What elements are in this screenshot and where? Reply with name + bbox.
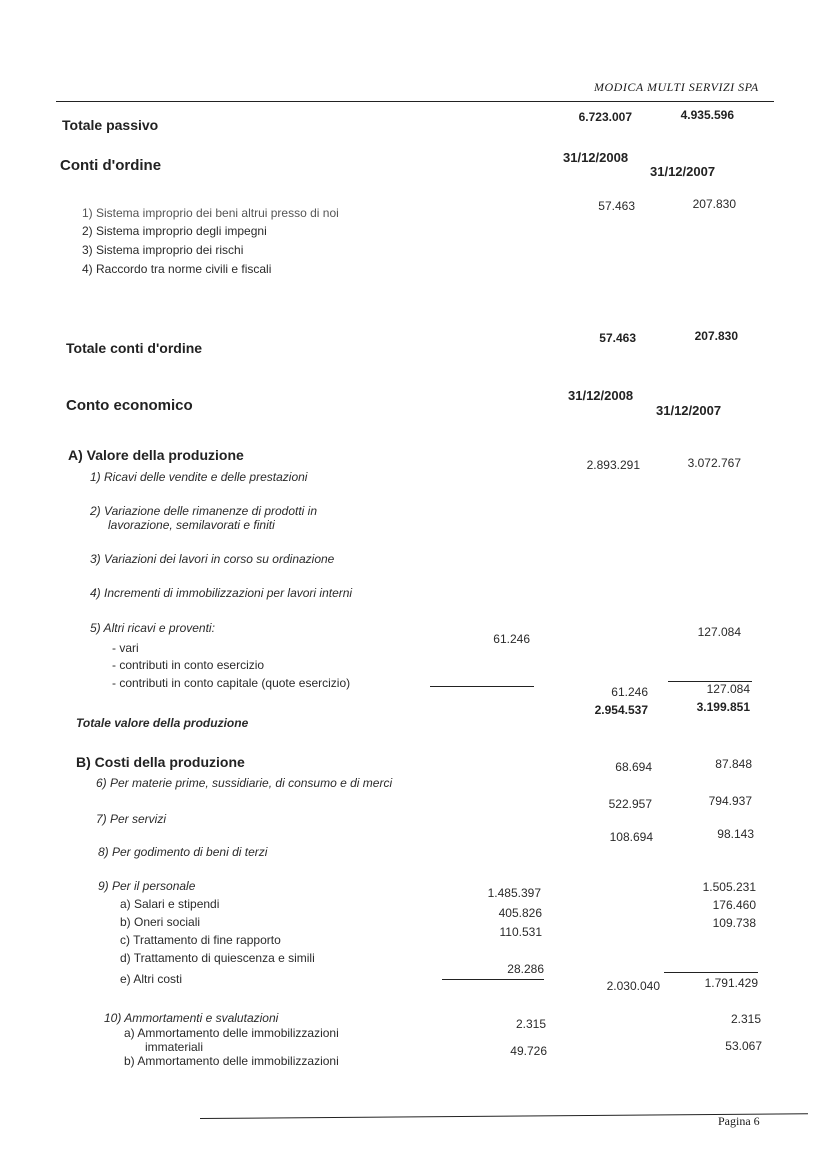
conti-ordine-item-4: 4) Raccordo tra norme civili e fiscali: [82, 262, 272, 276]
totale-passivo-label: Totale passivo: [62, 117, 159, 133]
conti-ordine-item-3: 3) Sistema improprio dei rischi: [82, 243, 244, 257]
conti-ordine-item-1-2008: 57.463: [598, 199, 635, 213]
conti-ordine-item-1: 1) Sistema improprio dei beni altrui presso di noi: [82, 206, 339, 220]
a-item-3: 3) Variazioni dei lavori in corso su ordinazione: [90, 552, 335, 566]
b-item-9-2007-rule: [664, 972, 758, 973]
conti-ordine-item-2: 2) Sistema improprio degli impegni: [82, 224, 267, 238]
a-item-5-2007-top: 127.084: [697, 625, 741, 639]
b-item-10a-line2: immateriali: [145, 1040, 204, 1054]
b-item-9-tot-2008: 2.030.040: [606, 979, 660, 993]
b-item-8-2008: 108.694: [609, 830, 653, 844]
b-item-6-2008: 68.694: [615, 760, 652, 774]
conto-economico-title: Conto economico: [66, 397, 193, 414]
section-b-title: B) Costi della produzione: [76, 754, 245, 770]
a-item-1-2008: 2.893.291: [586, 458, 640, 472]
b-item-9e-sub: 28.286: [507, 962, 544, 976]
b-item-9e: e) Altri costi: [120, 972, 183, 986]
a-item-5-vari-value: 61.246: [493, 632, 530, 646]
b-item-9a-2007: 1.505.231: [702, 880, 756, 894]
b-item-9-tot-2007: 1.791.429: [704, 976, 758, 990]
b-item-9c-sub: 110.531: [499, 925, 542, 939]
b-item-9d: d) Trattamento di quiescenza e simili: [120, 951, 315, 965]
conti-ordine-item-1-2007: 207.830: [692, 197, 736, 211]
b-item-10b-sub: 49.726: [510, 1044, 547, 1058]
totale-passivo-2007: 4.935.596: [680, 108, 734, 122]
b-item-10b-2007: 53.067: [725, 1039, 762, 1053]
a-item-5: 5) Altri ricavi e proventi:: [90, 621, 215, 635]
b-item-10: 10) Ammortamenti e svalutazioni: [104, 1011, 279, 1025]
b-item-6: 6) Per materie prime, sussidiarie, di consumo e di merci: [96, 776, 393, 790]
conto-economico-date-2007: 31/12/2007: [656, 403, 722, 418]
b-item-9-subtotal-rule: [442, 979, 544, 980]
b-item-7: 7) Per servizi: [96, 812, 167, 826]
b-item-8-2007: 98.143: [717, 827, 754, 841]
totale-conti-ordine-label: Totale conti d'ordine: [66, 340, 203, 356]
footer-rule: [200, 1113, 808, 1119]
b-item-10a-line1: a) Ammortamento delle immobilizzazioni: [124, 1026, 339, 1040]
b-item-6-2007: 87.848: [715, 757, 752, 771]
a-item-2-line1: 2) Variazione delle rimanenze di prodotti in: [90, 504, 318, 518]
b-item-10a-2007: 2.315: [730, 1012, 761, 1026]
totale-conti-ordine-2008: 57.463: [599, 331, 636, 345]
a-item-1-2007: 3.072.767: [687, 456, 741, 470]
a-item-5-sub-2007: 127.084: [706, 682, 750, 696]
b-item-9b-sub: 405.826: [498, 906, 542, 920]
b-item-10b: b) Ammortamento delle immobilizzazioni: [124, 1054, 339, 1068]
b-item-9b-2007: 176.460: [712, 898, 756, 912]
b-item-9b: b) Oneri sociali: [120, 915, 201, 929]
a-item-4: 4) Incrementi di immobilizzazioni per lavori interni: [90, 586, 353, 600]
b-item-9: 9) Per il personale: [98, 879, 196, 893]
b-item-7-2007: 794.937: [708, 794, 752, 808]
a-item-1: 1) Ricavi delle vendite e delle prestazioni: [90, 470, 308, 484]
b-item-9c: c) Trattamento di fine rapporto: [120, 933, 281, 947]
b-item-10a-sub: 2.315: [515, 1017, 546, 1031]
totale-passivo-2008: 6.723.007: [578, 110, 632, 124]
totale-valore-produzione-2007: 3.199.851: [696, 700, 750, 714]
header-rule: [56, 101, 774, 102]
a-item-5-contributi-capitale: - contributi in conto capitale (quote esercizio): [112, 676, 351, 690]
page-number: Pagina 6: [718, 1114, 760, 1128]
conti-ordine-date-2008: 31/12/2008: [563, 150, 629, 165]
b-item-7-2008: 522.957: [608, 797, 652, 811]
b-item-9c-2007: 109.738: [712, 916, 756, 930]
totale-valore-produzione-label: Totale valore della produzione: [76, 716, 249, 730]
totale-valore-produzione-2008: 2.954.537: [594, 703, 648, 717]
a-item-5-contributi-esercizio: - contributi in conto esercizio: [112, 658, 265, 672]
conto-economico-date-2008: 31/12/2008: [568, 388, 634, 403]
a-item-5-vari: - vari: [112, 641, 139, 655]
a-item-5-subtotal-rule: [430, 686, 534, 687]
section-a-title: A) Valore della produzione: [68, 447, 244, 463]
totale-conti-ordine-2007: 207.830: [694, 329, 738, 343]
a-item-2-line2: lavorazione, semilavorati e finiti: [108, 518, 275, 532]
conti-ordine-title: Conti d'ordine: [60, 157, 162, 174]
a-item-5-sub-2008: 61.246: [611, 685, 648, 699]
b-item-8: 8) Per godimento di beni di terzi: [98, 845, 268, 859]
b-item-9a-sub: 1.485.397: [487, 886, 541, 900]
company-header: MODICA MULTI SERVIZI SPA: [594, 80, 759, 94]
conti-ordine-date-2007: 31/12/2007: [650, 164, 716, 179]
b-item-9a: a) Salari e stipendi: [120, 897, 220, 911]
